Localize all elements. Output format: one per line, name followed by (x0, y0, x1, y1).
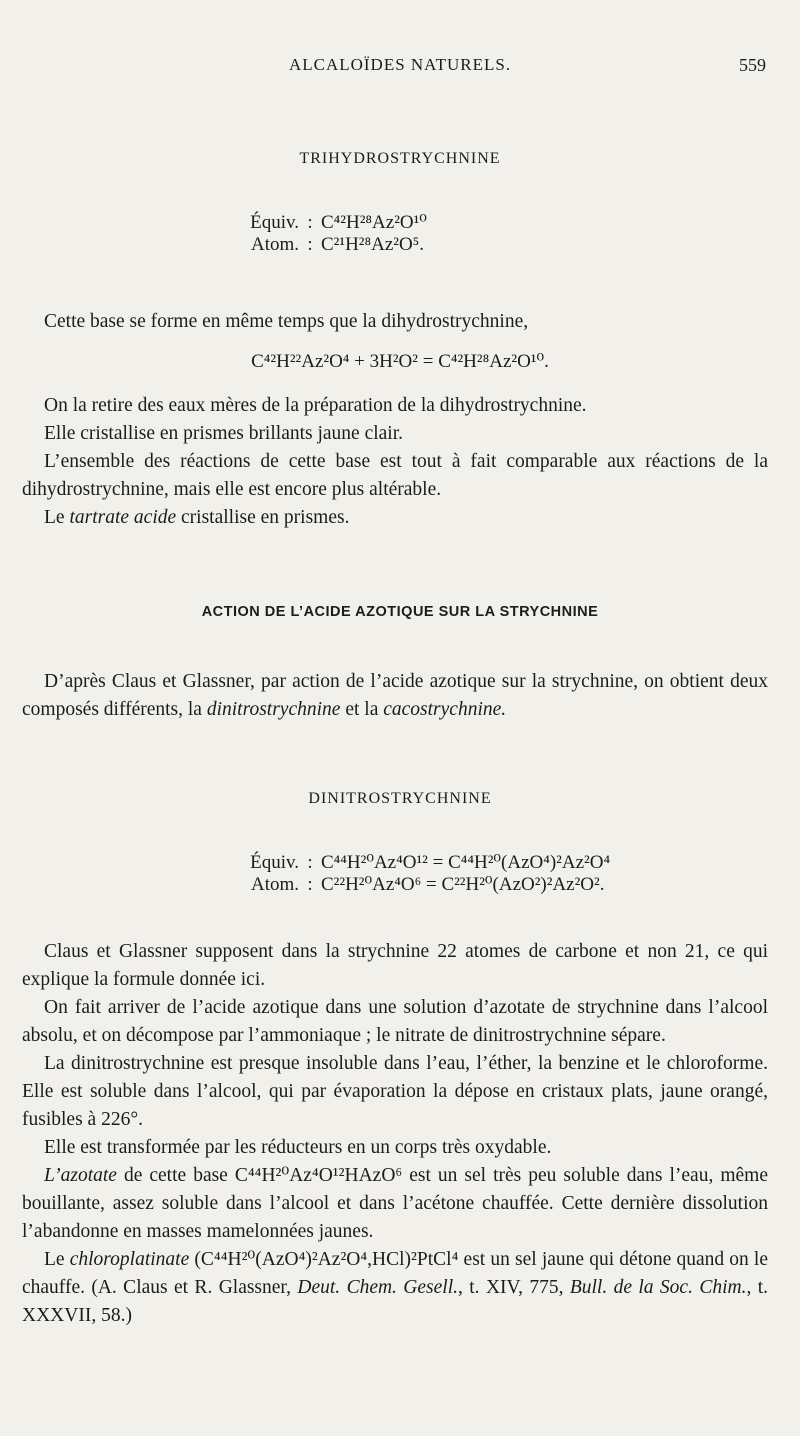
italic-citation: Bull. de la Soc. Chim. (569, 1277, 747, 1298)
equiv-label: Équiv. (250, 212, 299, 233)
atom-formula: C²¹H²⁸Az²O⁵. (321, 234, 425, 255)
paragraph-tartrate (22, 504, 768, 532)
paragraph-claus-glassner (22, 668, 768, 724)
paragraph-text: L’ensemble des réactions de cette base est tout à fait comparable aux réactions de la dihydrostrychnine, mais elle est encore plus altérable. (22, 451, 768, 500)
paragraph-block-dinitro (22, 938, 768, 1330)
atom-formula: C²²H²⁰Az⁴O⁶ = C²²H²⁰(AzO²)²Az²O². (321, 874, 605, 895)
text-span: (C⁴⁴H²⁰(AzO⁴)²Az²O⁴,HCl)²PtCl⁴ est un sel jaune qui détone quand on le chauffe. (A. Claus et R. Glassner, (22, 1249, 768, 1298)
paragraph-formation (22, 308, 768, 336)
equiv-formula: C⁴²H²⁸Az²O¹⁰ (321, 212, 427, 233)
atom-label: Atom. (250, 874, 299, 895)
italic-term: cacostrychnine. (383, 699, 507, 720)
section-heading-acide-azotique: ACTION DE L’ACIDE AZOTIQUE SUR LA STRYCHNINE (201, 604, 599, 620)
italic-citation: Deut. Chem. Gesell. (297, 1277, 459, 1298)
page-number: 559 (739, 55, 766, 75)
text-span: Le (44, 1249, 70, 1270)
paragraph-azotate (22, 1162, 768, 1246)
reaction-equation: C⁴²H²²Az²O⁴ + 3H²O² = C⁴²H²⁸Az²O¹⁰. (251, 351, 549, 372)
text-span: , t. XXXVII, 58.) (22, 1277, 769, 1326)
paragraph-text: Claus et Glassner supposent dans la strychnine 22 atomes de carbone et non 21, ce qui explique la formule donnée ici. (22, 941, 768, 990)
equiv-label: Équiv. (250, 852, 299, 873)
italic-term: dinitrostrychnine (206, 699, 341, 720)
running-head (0, 55, 800, 79)
paragraph-text: Elle est transformée par les réducteurs en un corps très oxydable. (44, 1137, 552, 1158)
paragraph-text: Elle cristallise en prismes brillants jaune clair. (44, 423, 404, 444)
formula-block-dinitro: Équiv. : C⁴⁴H²⁰Az⁴O¹² = C⁴⁴H²⁰(AzO⁴)²Az²O⁴ Atom. : C²²H²⁰Az⁴O⁶ = C²²H²⁰(AzO²)²Az²O². (215, 852, 610, 896)
text-span: Le (44, 507, 70, 528)
text-span: de cette base C⁴⁴H²⁰Az⁴O¹²HAzO⁶ est un sel très peu soluble dans l’eau, même bouillante, assez soluble dans l’alcool et dans l’acétone chauffée. Cette dernière dissolution l’abandonne en masses mamelonnées jaunes. (22, 1165, 768, 1242)
italic-term: L’azotate (44, 1165, 117, 1186)
paragraph-text: Cette base se forme en même temps que la dihydrostrychnine, (44, 311, 529, 332)
paragraph-text: On la retire des eaux mères de la préparation de la dihydrostrychnine. (44, 395, 587, 416)
paragraph-text: La dinitrostrychnine est presque insoluble dans l’eau, l’éther, la benzine et le chloroforme. Elle est soluble dans l’alcool, qui par évaporation la dépose en cristaux plats, jaune orangé, fusibles à 226°. (22, 1053, 768, 1130)
equiv-formula: C⁴⁴H²⁰Az⁴O¹² = C⁴⁴H²⁰(AzO⁴)²Az²O⁴ (321, 852, 611, 873)
section-title-dinitrostrychnine: DINITROSTRYCHNINE (308, 790, 492, 807)
formula-block-trihydro: Équiv. : C⁴²H²⁸Az²O¹⁰ Atom. : C²¹H²⁸Az²O⁵. (215, 212, 427, 256)
italic-term: chloroplatinate (69, 1249, 190, 1270)
paragraph-chloroplatinate (22, 1246, 768, 1330)
italic-term: tartrate acide (69, 507, 177, 528)
text-span: D’après Claus et Glassner, par action de l’acide azotique sur la strychnine, on obtient deux composés différents, la (22, 671, 768, 720)
paragraph-block-trihydro (22, 392, 768, 532)
atom-label: Atom. (250, 234, 299, 255)
running-head-title: ALCALOÏDES NATURELS. (288, 55, 512, 74)
text-span: , t. XIV, 775, (458, 1277, 570, 1298)
paragraph-text: On fait arriver de l’acide azotique dans une solution d’azotate de strychnine dans l’alcool absolu, et on décompose par l’ammoniaque ; le nitrate de dinitrostrychnine sépare. (22, 997, 768, 1046)
text-span: cristallise en prismes. (176, 507, 350, 528)
text-span: et la (340, 699, 384, 720)
section-title-trihydrostrychnine: TRIHYDROSTRYCHNINE (299, 150, 501, 167)
paragraph-text (22, 668, 768, 724)
